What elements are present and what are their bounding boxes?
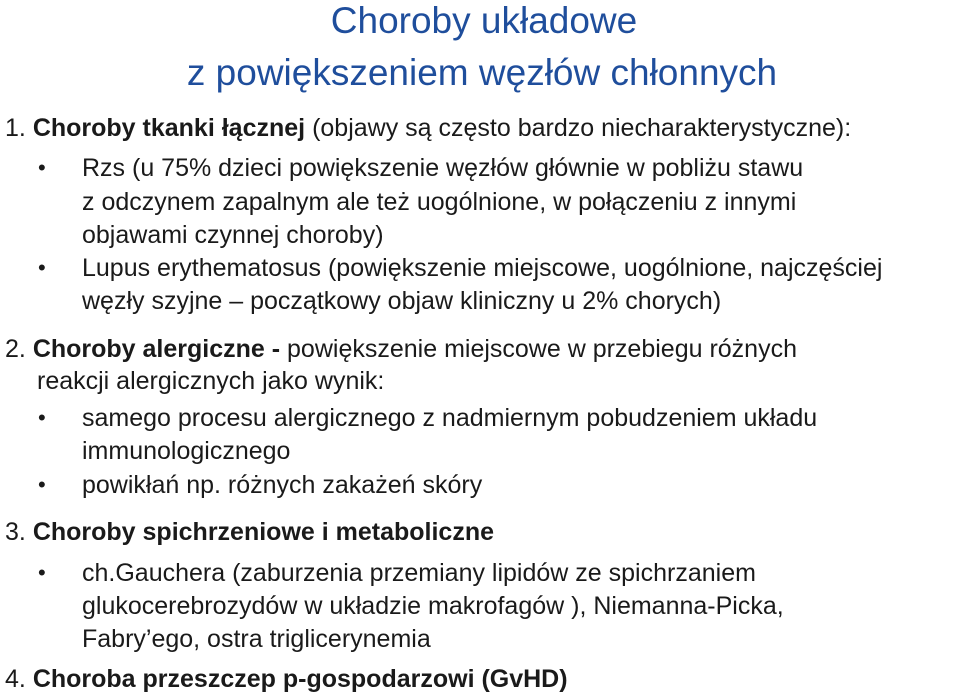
list-item-line: samego procesu alergicznego z nadmiernym pobudzeniem układu [82, 404, 818, 432]
list-item-line: węzły szyjne – początkowy objaw kliniczny u 2% chorych) [82, 287, 722, 315]
section-heading-rest: (objawy są często bardzo niecharakterystyczne): [312, 114, 852, 142]
list-item-line: Rzs (u 75% dzieci powiększenie węzłów głównie w pobliżu stawu [82, 154, 804, 182]
list-item-line: z odczynem zapalnym ale też uogólnione, w połączeniu z innymi [82, 188, 797, 216]
section-heading-bold: Choroby alergiczne - [32, 335, 281, 363]
list-item-line: Lupus erythematosus (powiększenie miejscowe, uogólnione, najczęściej [82, 254, 883, 282]
page-title: Choroby układowe [330, 0, 638, 41]
list-item-line: Fabry’ego, ostra triglicerynemia [82, 625, 431, 653]
section-number: 2. [5, 335, 26, 363]
section-1-heading [5, 113, 851, 143]
list-item-line: immunologicznego [82, 437, 291, 465]
section-heading-bold: Choroby tkanki łącznej [32, 114, 306, 142]
section-4-heading [5, 664, 568, 694]
section-2-heading [5, 334, 797, 364]
section-heading-bold: Choroba przeszczep p-gospodarzowi (GvHD) [32, 665, 568, 693]
list-item-line: powikłań np. różnych zakażeń skóry [82, 471, 483, 499]
section-number: 4. [5, 665, 26, 693]
bullet-icon: • [38, 472, 46, 497]
section-heading-bold: Choroby spichrzeniowe i metaboliczne [32, 518, 495, 546]
list-item-line: objawami czynnej choroby) [82, 221, 384, 249]
list-item-line: ch.Gauchera (zaburzenia przemiany lipidów ze spichrzaniem [82, 559, 756, 587]
section-number: 1. [5, 114, 26, 142]
page-subtitle: z powiększeniem węzłów chłonnych [186, 52, 778, 93]
bullet-icon: • [38, 405, 46, 430]
section-heading-continuation: reakcji alergicznych jako wynik: [37, 367, 385, 395]
bullet-icon: • [38, 255, 46, 280]
bullet-icon: • [38, 560, 46, 585]
section-heading-rest: powiększenie miejscowe w przebiegu różnych [287, 335, 797, 363]
section-3-heading [5, 517, 494, 547]
list-item-line: glukocerebrozydów w układzie makrofagów ), Niemanna-Picka, [82, 592, 784, 620]
section-number: 3. [5, 518, 26, 546]
bullet-icon: • [38, 155, 46, 180]
